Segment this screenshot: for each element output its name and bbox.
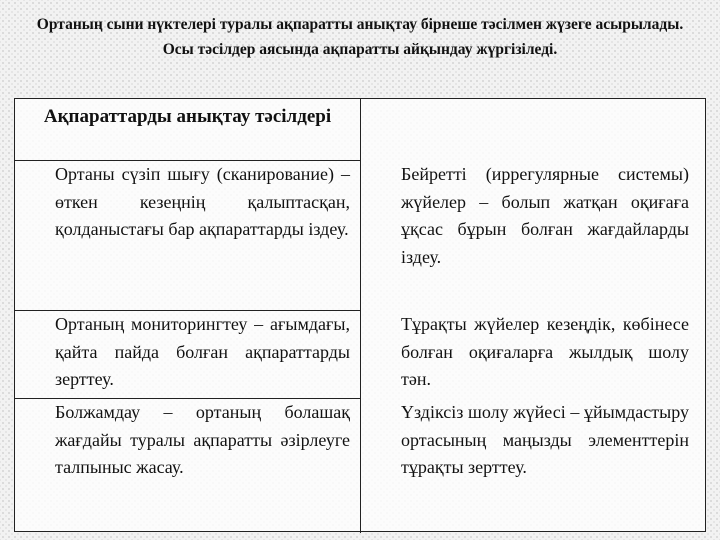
table-header-methods: Ақпараттарды анықтау тәсілдері: [15, 99, 361, 161]
table-cell-monitoring: Ортаның мониторингтеу – ағымдағы, қайта пайда болған ақпараттарды зерттеу.: [15, 311, 361, 399]
methods-table: [14, 98, 706, 532]
table-cell-regular-systems: Тұрақты жүйелер кезеңдік, көбінесе болған оқиғаларға жылдық шолу тән.: [401, 314, 689, 389]
table-header-empty: [361, 99, 707, 161]
intro-paragraph: Ортаның сыни нүктелері туралы ақпаратты анықтау бірнеше тәсілмен жүзеге асырылады. Осы тәсілдер аясында ақпаратты айқындау жүргізіледі.: [36, 16, 684, 58]
table-cell-continuous-review: Үздіксіз шолу жүйесі – ұйымдастыру ортасының маңызды элементтерін тұрақты зерттеу.: [401, 402, 689, 477]
table-cell-forecasting: Болжамдау – ортаның болашақ жағдайы туралы ақпаратты әзірлеуге талпыныс жасау.: [15, 399, 361, 533]
table-cell-scanning: Ортаны сүзіп шығу (сканирование) – өткен кезеңнің қалыптасқан, қолданыстағы бар ақпараттарды іздеу.: [15, 161, 361, 311]
table-cell-irregular-systems: Бейреттi (иррегулярные системы) жүйелер – болып жатқан оқиғаға ұқсас бұрын болған жағдайларды іздеу.: [401, 164, 689, 267]
